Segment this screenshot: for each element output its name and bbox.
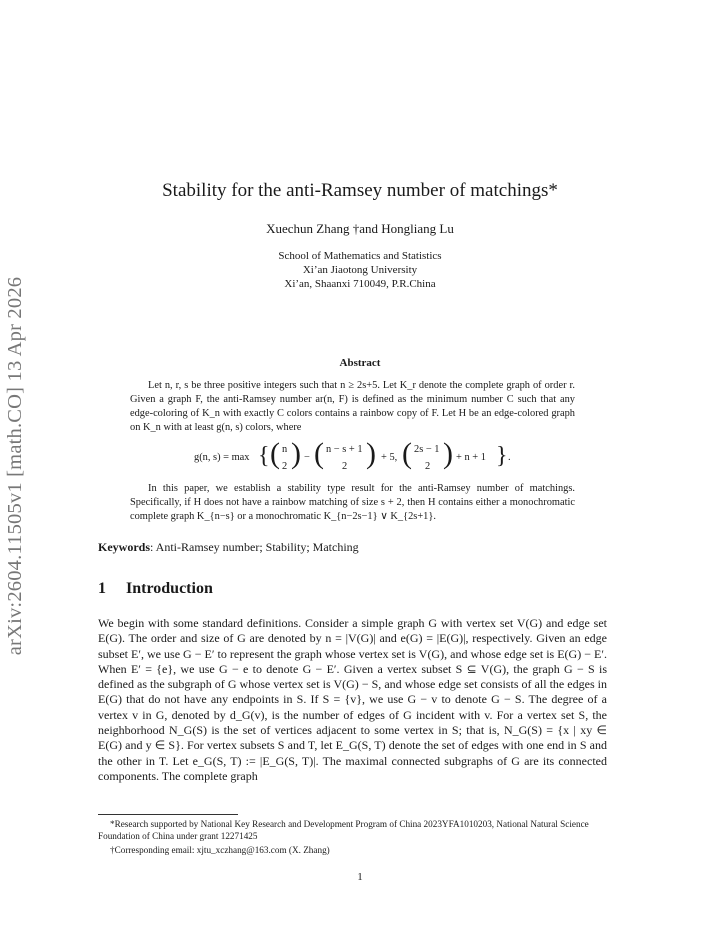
footnote-divider [98,814,238,815]
binom-2-bottom: 2 [342,461,348,472]
footnote-funding: *Research supported by National Key Research and Development Program of China 2023YFA1010203, National Natural Science Foundation of China under grant 12271425 [98,819,589,841]
section-number: 1 [98,580,106,597]
arxiv-identifier-stamp: arXiv:2604.11505v1 [math.CO] 13 Apr 2026 [4,276,26,656]
abstract-heading: Abstract [339,357,381,369]
formula-plus-five: + 5, [381,452,398,463]
abstract-paragraph-2: In this paper, we establish a stability type result for the anti-Ramsey number of matchings. Specifically, if H does not have a rainbow matching of size s + 2, then H contains either a monochromatic complete graph K_{n−s} or a monochromatic K_{n−2s−1} ∨ K_{2s+1}. [130,483,575,522]
g-function-formula [190,437,530,478]
formula-right-brace: } [496,443,508,469]
formula-tail: + n + 1 [456,452,486,463]
formula-lhs: g(n, s) = max [194,452,250,463]
section-heading [98,580,213,598]
formula-period: . [508,452,511,463]
paper-authors: Xuechun Zhang †and Hongliang Lu [266,221,454,236]
keywords-list: : Anti-Ramsey number; Stability; Matching [150,540,359,554]
binom-3-top: 2s − 1 [414,444,440,455]
introduction-paragraph: We begin with some standard definitions. Consider a simple graph G with vertex set V(G) and edge set E(G). The order and size of G are denoted by n = |V(G)| and e(G) = |E(G)|, respectively. Given an edge subset E′, we use G − E′ to represent the graph whose vertex set is V(G), and whose edge set is E(G) − E′. When E′ = {e}, we use G − e to denote G − E′. Given a vertex subset S ⊆ V(G), the graph G − S is defined as the subgraph of G whose vertex set is V(G) − S, and whose edge set consists of all the edges in E(G) that do not have any endpoints in S. If S = {v}, we use G − v to denote G − S. The degree of a vertex v in G, denoted by d_G(v), is the number of edges of G incident with v. For a vertex set S, the neighborhood N_G(S) is the set of vertices adjacent to some vertex in S; that is, N_G(S) = {x | xy ∈ E(G) and y ∈ S}. For vertex subsets S and T, let E_G(S, T) denote the set of edges with one end in S and the other in T. Let e_G(S, T) := |E_G(S, T)|. The maximal connected subgraphs of G are its connected components. The complete graph [98,616,607,783]
formula-minus: − [304,452,310,463]
footnote-corresponding-email: †Corresponding email: xjtu_xczhang@163.com (X. Zhang) [110,845,330,855]
formula-left-brace: { [258,443,270,469]
paper-title: Stability for the anti-Ramsey number of matchings* [162,180,558,201]
section-title: Introduction [126,580,213,597]
binom-1-bottom: 2 [282,461,288,472]
affiliation-line-1: School of Mathematics and Statistics [278,250,442,262]
binom-2-left-paren: ( [314,437,324,470]
abstract-paragraph-1: Let n, r, s be three positive integers such that n ≥ 2s+5. Let K_r denote the complete graph of order r. Given a graph F, the anti-Ramsey number ar(n, F) is defined as the minimum number C such that any edge-coloring of K_n with exactly C colors contains a rainbow copy of F. Let H be an edge-colored graph on K_n with at least g(n, s) colors, where [130,380,575,433]
binom-1-right-paren: ) [291,437,301,470]
binom-2-top: n − s + 1 [326,444,363,455]
binom-3-left-paren: ( [402,437,412,470]
keywords-line [98,540,608,555]
binom-1-top: n [282,444,288,455]
binom-2-right-paren: ) [366,437,376,470]
keywords-label: Keywords [98,540,150,554]
binom-1-left-paren: ( [270,437,280,470]
binom-3-right-paren: ) [443,437,453,470]
affiliation-line-3: Xi’an, Shaanxi 710049, P.R.China [284,278,436,290]
binom-3-bottom: 2 [425,461,431,472]
page-number: 1 [357,871,363,883]
affiliation-line-2: Xi’an Jiaotong University [302,264,418,276]
